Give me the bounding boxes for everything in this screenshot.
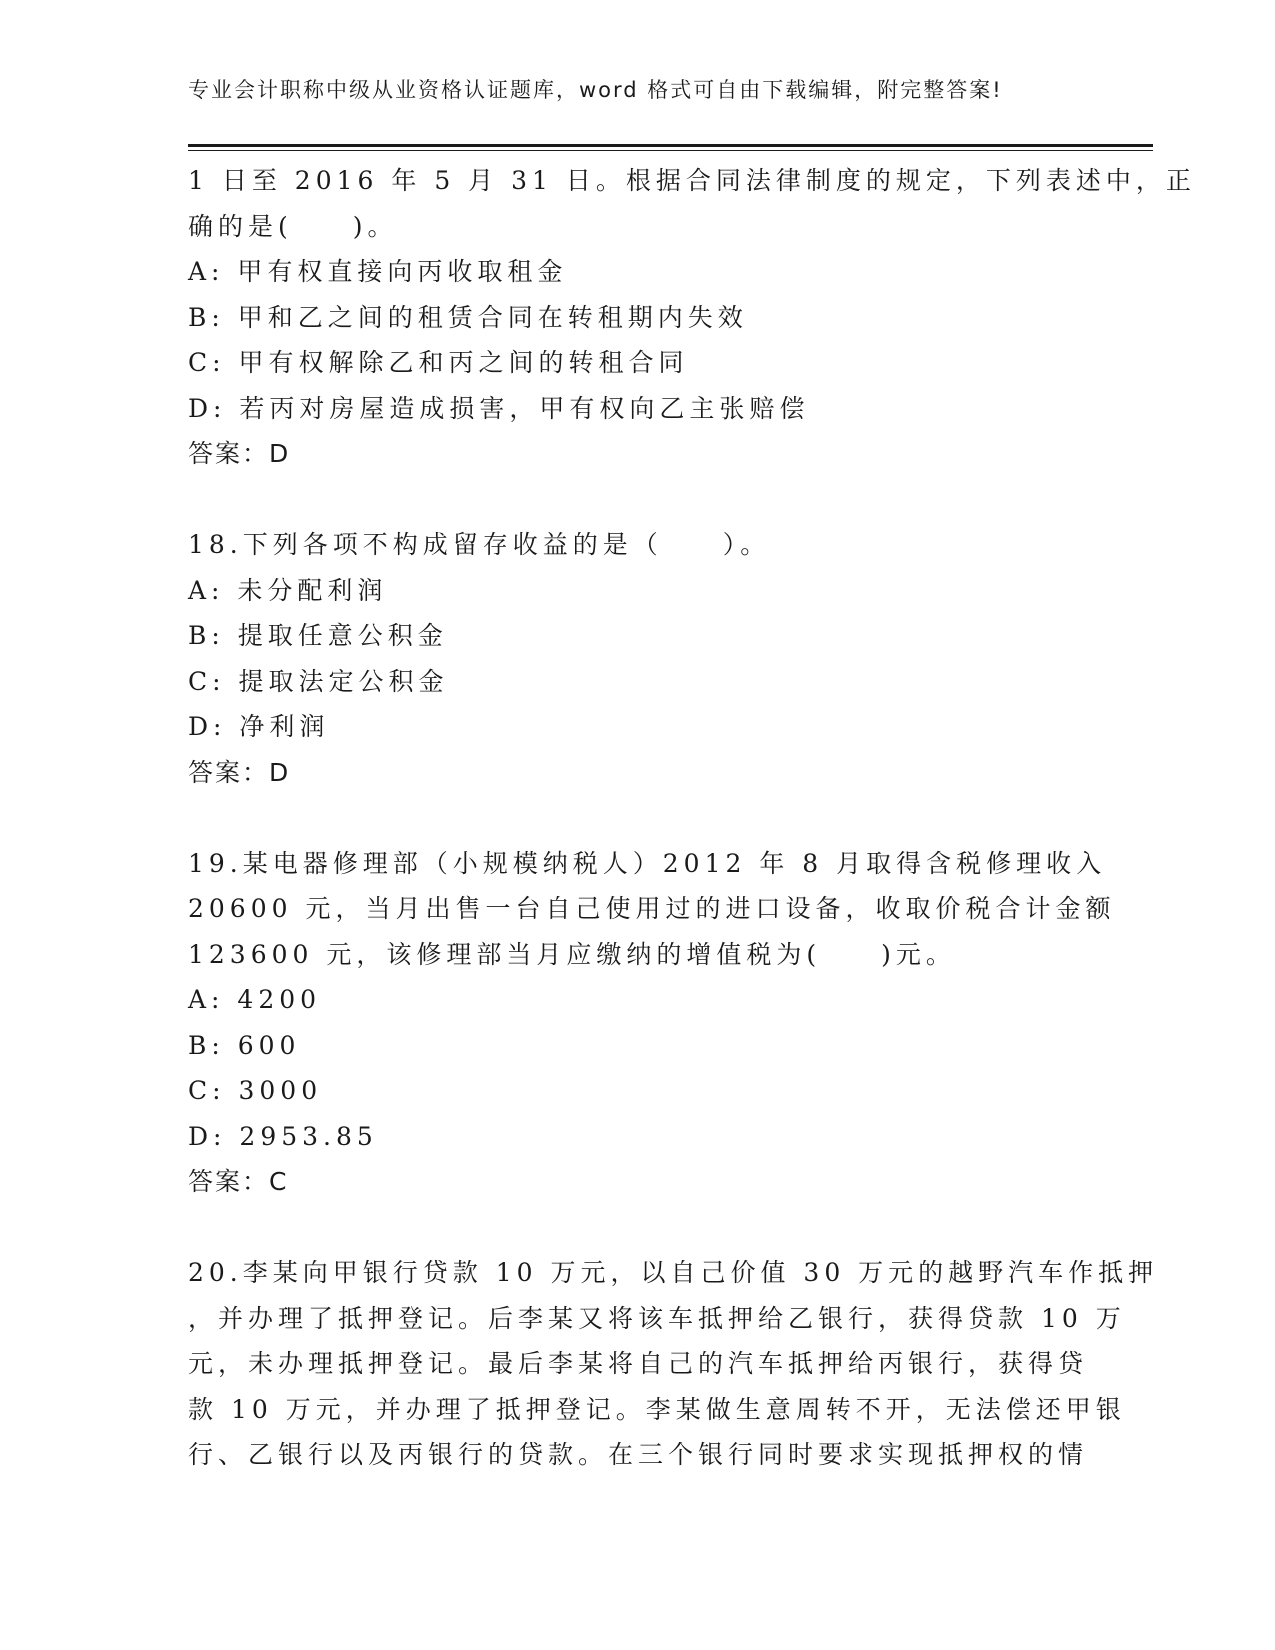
spacer <box>188 477 1088 523</box>
option-d: D: 净利润 <box>188 712 330 741</box>
option-c: C: 3000 <box>188 1076 323 1105</box>
question-text-line: 18.下列各项不构成留存收益的是（ ）。 <box>188 530 771 559</box>
page-header: 专业会计职称中级从业资格认证题库，word 格式可自由下载编辑，附完整答案! <box>188 78 1003 102</box>
question-text-line: 20600 元，当月出售一台自己使用过的进口设备，收取价税合计金额 <box>188 894 1116 923</box>
answer-line: 答案：D <box>188 439 291 468</box>
answer-line: 答案：C <box>188 1167 289 1196</box>
answer-line: 答案：D <box>188 757 291 787</box>
option-c: C: 提取法定公积金 <box>188 666 449 696</box>
option-b: B: 600 <box>188 1030 301 1060</box>
question-text-line: 20.李某向甲银行贷款 10 万元，以自己价值 30 万元的越野汽车作抵押 <box>188 1258 1159 1287</box>
spacer <box>188 795 1088 841</box>
question-17 <box>188 158 1196 477</box>
question-text-line: 19.某电器修理部（小规模纳税人）2012 年 8 月取得含税修理收入 <box>188 848 1107 878</box>
option-b: B: 甲和乙之间的租赁合同在转租期内失效 <box>188 302 748 332</box>
question-19 <box>188 841 1116 1205</box>
question-text-line: 行、乙银行以及丙银行的贷款。在三个银行同时要求实现抵押权的情 <box>188 1440 1089 1469</box>
question-text-line: ，并办理了抵押登记。后李某又将该车抵押给乙银行，获得贷款 10 万 <box>188 1303 1126 1333</box>
spacer <box>188 1205 1088 1251</box>
header-rule-thick <box>188 144 1153 147</box>
option-a: A: 甲有权直接向丙收取租金 <box>188 257 568 286</box>
option-a: A: 未分配利润 <box>188 575 388 605</box>
question-text-line: 确的是( )。 <box>188 211 398 241</box>
question-20 <box>188 1250 1159 1478</box>
question-text-line: 款 10 万元，并办理了抵押登记。李某做生意周转不开，无法偿还甲银 <box>188 1394 1126 1424</box>
option-a: A: 4200 <box>188 985 322 1014</box>
option-c: C: 甲有权解除乙和丙之间的转租合同 <box>188 348 689 377</box>
question-content <box>188 158 1196 1478</box>
header-rule-thin <box>188 150 1153 151</box>
question-text-line: 123600 元，该修理部当月应缴纳的增值税为( )元。 <box>188 939 956 969</box>
question-text-line: 元，未办理抵押登记。最后李某将自己的汽车抵押给丙银行，获得贷 <box>188 1349 1089 1378</box>
option-d: D: 2953.85 <box>188 1121 378 1151</box>
question-18 <box>188 522 1088 795</box>
option-d: D: 若丙对房屋造成损害，甲有权向乙主张赔偿 <box>188 393 810 423</box>
option-b: B: 提取任意公积金 <box>188 621 448 650</box>
question-text-line: 1 日至 2016 年 5 月 31 日。根据合同法律制度的规定，下列表述中，正 <box>188 166 1196 195</box>
